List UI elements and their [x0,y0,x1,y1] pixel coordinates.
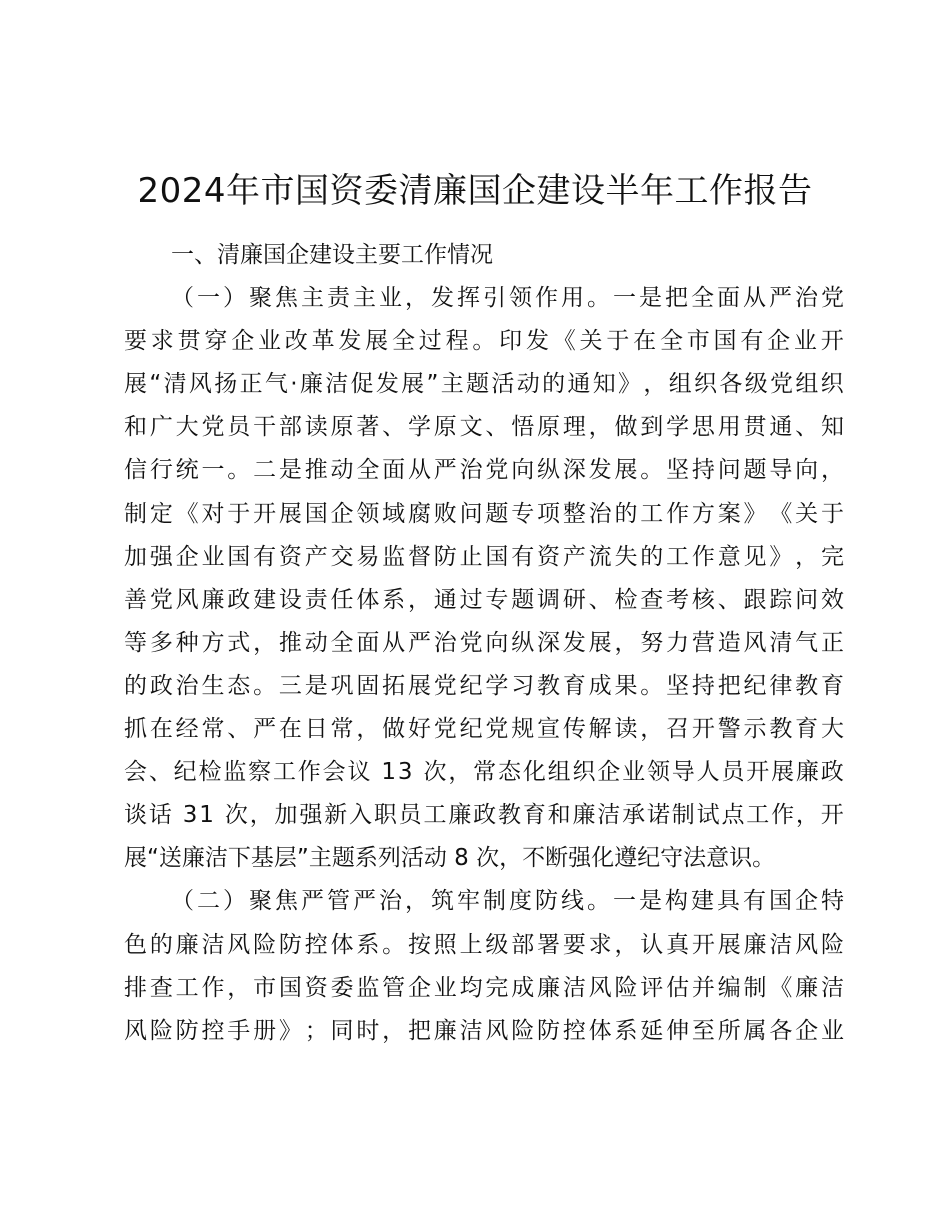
body-line: 信 行 统 一 。 二 是 推 动 全 面 从 严 治 党 向 纵 深 发 展 。 坚 持 问 题 导 向 ， [124,457,844,484]
body-line: 会 、 纪 检 监 察 工 作 会 议 1 3 次 ， 常 态 化 组 织 企 业 领 导 人 员 开 展 廉 政 [124,759,844,786]
body-line: （ 二 ） 聚 焦 严 管 严 治 ， 筑 牢 制 度 防 线 。 一 是 构 建 具 有 国 企 特 [171,888,844,915]
body-line: 一、清廉国企建设主要工作情况 [171,242,493,268]
body-line: 善 党 风 廉 政 建 设 责 任 体 系 ， 通 过 专 题 调 研 、 检 查 考 核 、 跟 踪 问 效 [124,586,844,613]
body-line: 谈 话 3 1 次 ， 加 强 新 入 职 员 工 廉 政 教 育 和 廉 洁 承 诺 制 试 点 工 作 ， 开 [124,802,844,829]
body-line: 加 强 企 业 国 有 资 产 交 易 监 督 防 止 国 有 资 产 流 失 的 工 作 意 见 》 ， 完 [124,543,844,570]
body-line: 制 定 《 对 于 开 展 国 企 领 域 腐 败 问 题 专 项 整 治 的 工 作 方 案 》 《 关 于 [124,500,844,527]
body-line: 等 多 种 方 式 ， 推 动 全 面 从 严 治 党 向 纵 深 发 展 ， 努 力 营 造 风 清 气 正 [124,629,844,656]
document-title: 2024年市国资委清廉国企建设半年工作报告 [137,171,813,211]
body-line: 展“送廉洁下基层”主题系列活动 8 次，不断强化遵纪守法意识。 [124,845,776,872]
document-body [124,234,844,1053]
body-line: 展 “ 清 风 扬 正 气 · 廉 洁 促 发 展 ” 主 题 活 动 的 通 知 》 ， 组 织 各 级 党 组 织 [124,371,844,398]
body-line: 抓 在 经 常 、 严 在 日 常 ， 做 好 党 纪 党 规 宣 传 解 读 ， 召 开 警 示 教 育 大 [124,716,844,743]
body-line: 风 险 防 控 手 册 》 ； 同 时 ， 把 廉 洁 风 险 防 控 体 系 延 伸 至 所 属 各 企 业 [124,1017,844,1044]
body-line: 排 查 工 作 ， 市 国 资 委 监 管 企 业 均 完 成 廉 洁 风 险 评 估 并 编 制 《 廉 洁 [124,974,844,1001]
body-line: 的 政 治 生 态 。 三 是 巩 固 拓 展 党 纪 学 习 教 育 成 果 。 坚 持 把 纪 律 教 育 [124,672,844,699]
body-line: 要 求 贯 穿 企 业 改 革 发 展 全 过 程 。 印 发 《 关 于 在 全 市 国 有 企 业 开 [124,328,844,355]
body-line: （ 一 ） 聚 焦 主 责 主 业 ， 发 挥 引 领 作 用 。 一 是 把 全 面 从 严 治 党 [171,285,844,312]
body-line: 和 广 大 党 员 干 部 读 原 著 、 学 原 文 、 悟 原 理 ， 做 到 学 思 用 贯 通 、 知 [124,414,844,441]
body-line: 色 的 廉 洁 风 险 防 控 体 系 。 按 照 上 级 部 署 要 求 ， 认 真 开 展 廉 洁 风 险 [124,931,844,958]
